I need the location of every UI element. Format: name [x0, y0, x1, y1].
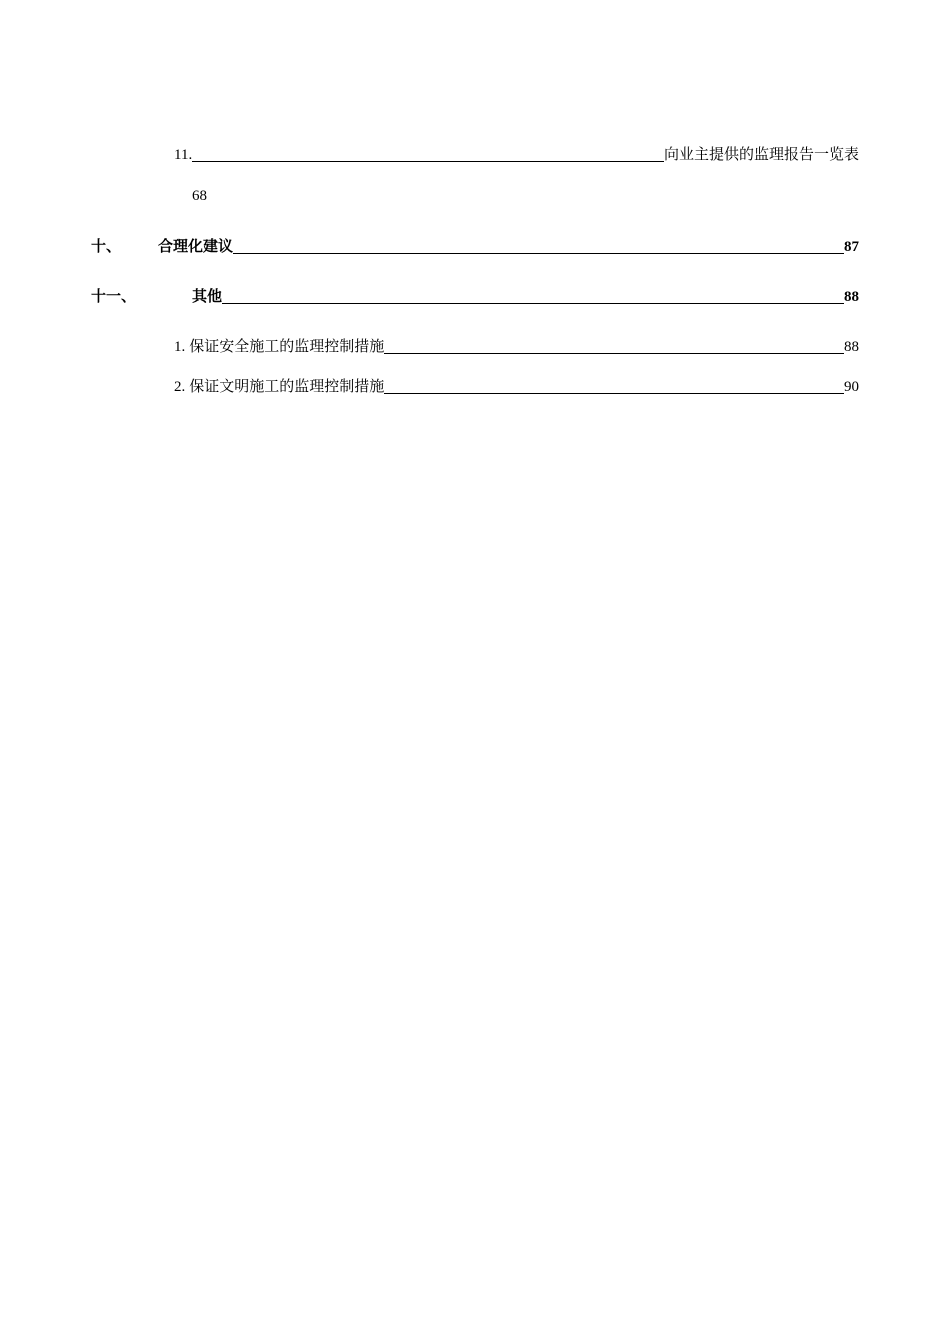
- toc-chapter-11[interactable]: [91, 286, 859, 307]
- toc-page-number: 90: [844, 379, 859, 395]
- toc-chapter-number: 十一、: [91, 287, 137, 305]
- toc-entry-title: 保证安全施工的监理控制措施: [189, 339, 385, 355]
- toc-chapter-number: 十、: [91, 237, 122, 255]
- toc-page-number: 88: [844, 339, 859, 355]
- toc-leader-line: [222, 289, 844, 304]
- toc-entry-number: 2.: [174, 379, 186, 395]
- toc-entry-number: 11.: [174, 147, 193, 163]
- toc-entry-11-2[interactable]: [174, 377, 859, 397]
- toc-page-number: 88: [844, 289, 859, 305]
- toc-entry-number: 1.: [174, 339, 186, 355]
- toc-entry-11-1[interactable]: [174, 337, 859, 357]
- toc-chapter-title: 其他: [192, 287, 223, 305]
- toc-leader-line: [233, 239, 844, 254]
- toc-leader-line: [384, 339, 844, 354]
- toc-chapter-title: 合理化建议: [158, 237, 234, 255]
- toc-entry-title: 向业主提供的监理报告一览表: [663, 147, 859, 163]
- toc-entry-11[interactable]: [174, 145, 859, 165]
- toc-leader-line: [384, 379, 844, 394]
- toc-page-number: 87: [844, 239, 859, 255]
- toc-chapter-10[interactable]: [91, 236, 859, 257]
- toc-page-number: 68: [192, 188, 207, 204]
- toc-entry-11-page[interactable]: [192, 186, 207, 206]
- toc-leader-line: [192, 147, 664, 162]
- toc-entry-title: 保证文明施工的监理控制措施: [189, 379, 385, 395]
